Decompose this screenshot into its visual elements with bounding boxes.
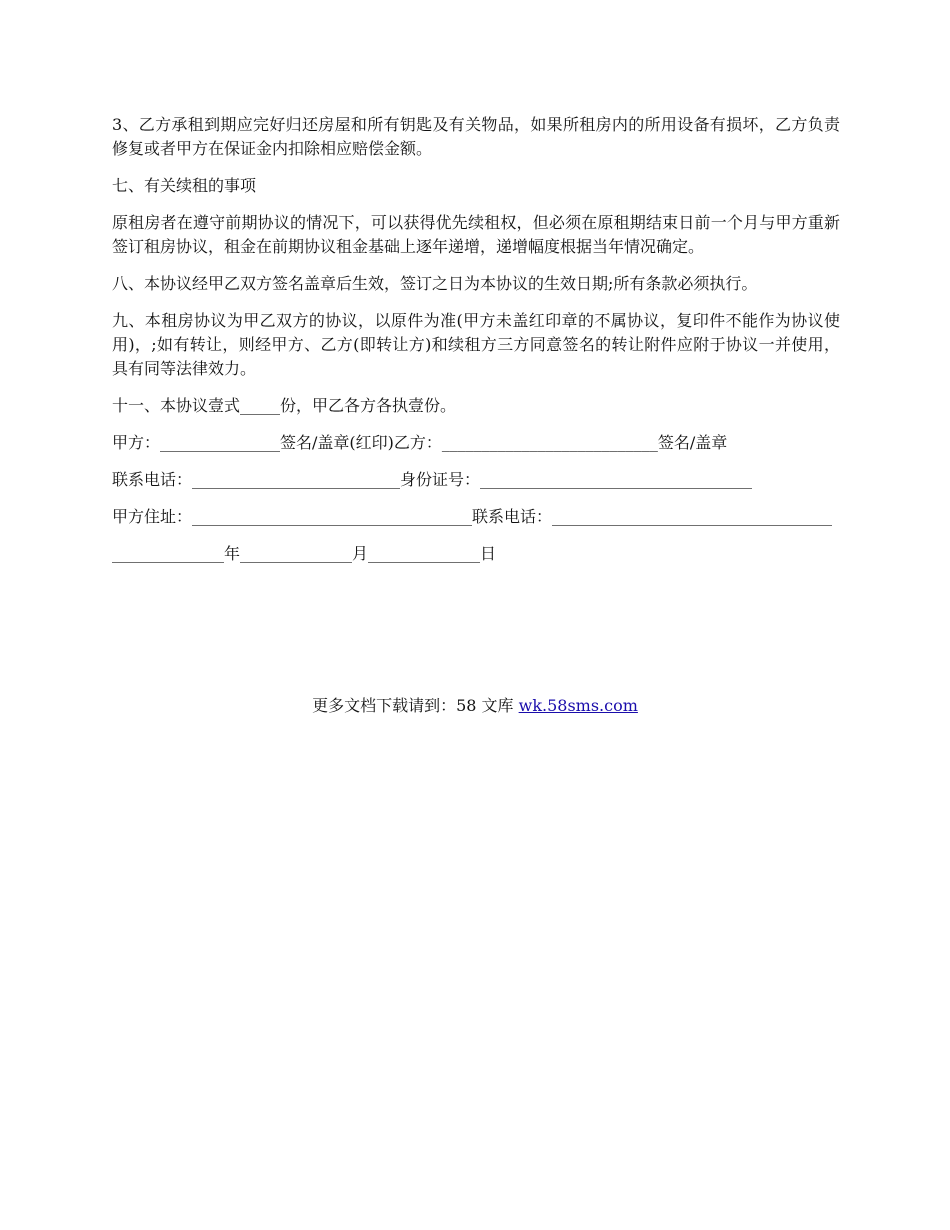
document-body [112,113,840,579]
footer-prefix: 更多文档下载请到：58 文库 [312,696,519,715]
address-phone-line: 甲方住址：___________________________________联系电话：___________________________________ [112,507,833,526]
section-7-heading: 七、有关续租的事项 [112,176,257,195]
signature-line: 甲方：_______________签名/盖章(红印)乙方：___________________________签名/盖章 [112,433,728,452]
section-9-paragraph: 九、本租房协议为甲乙双方的协议，以原件为准(甲方未盖红印章的不属协议，复印件不能作为协议使用)，;如有转让，则经甲方、乙方(即转让方)和续租方三方同意签名的转让附件应附于协议一并使用，具有同等法律效力。 [112,311,840,378]
date-line: ______________年______________月______________日 [112,544,497,563]
footer-link[interactable]: wk.58sms.com [518,696,638,715]
section-11-paragraph: 十一、本协议壹式_____份，甲乙各方各执壹份。 [112,396,457,415]
phone-id-line: 联系电话：__________________________身份证号：__________________________________ [112,470,753,489]
clause-3-return-property: 3、乙方承租到期应完好归还房屋和所有钥匙及有关物品，如果所租房内的所用设备有损坏，乙方负责修复或者甲方在保证金内扣除相应赔偿金额。 [112,115,840,158]
renewal-paragraph: 原租房者在遵守前期协议的情况下，可以获得优先续租权，但必须在原租期结束日前一个月与甲方重新签订租房协议，租金在前期协议租金基础上逐年递增，递增幅度根据当年情况确定。 [112,213,840,256]
section-8-paragraph: 八、本协议经甲乙双方签名盖章后生效，签订之日为本协议的生效日期;所有条款必须执行。 [112,274,758,293]
footer [0,694,950,718]
